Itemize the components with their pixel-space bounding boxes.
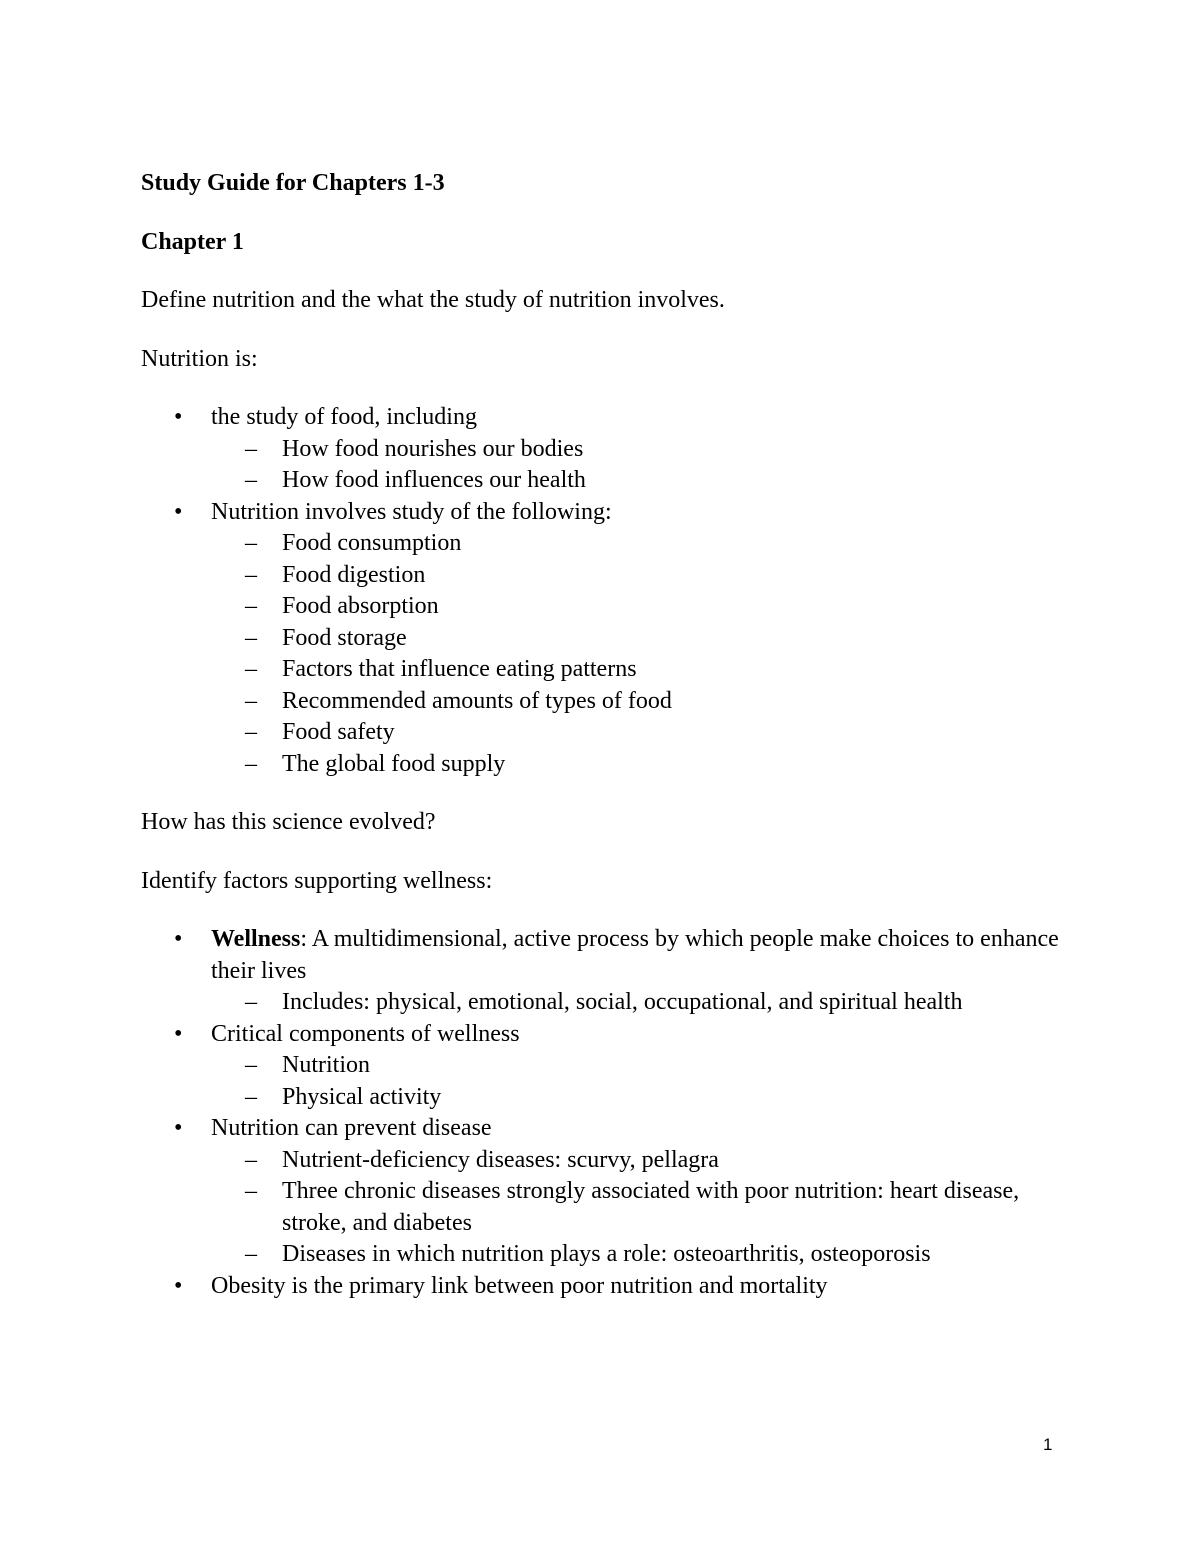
dash-marker: –: [245, 687, 257, 714]
list-item-text: : A multidimensional, active process by which people make choices to enhance their lives: [211, 926, 1059, 984]
sub-list-item: [141, 560, 1071, 592]
sub-list-item-text: Diseases in which nutrition plays a role: osteoarthritis, osteoporosis: [282, 1241, 931, 1267]
sub-list-item: [141, 1082, 1071, 1114]
page-content: [141, 168, 1071, 1302]
bullet-marker: •: [174, 404, 183, 430]
dash-marker: –: [245, 1146, 257, 1173]
spacer: [141, 780, 1071, 807]
dash-marker: –: [245, 435, 257, 462]
sub-list-item: [141, 987, 1071, 1019]
sub-list-item: [141, 434, 1071, 466]
dash-marker: –: [245, 624, 257, 651]
chapter-heading: Chapter 1: [141, 228, 244, 255]
nutrition-list: [141, 402, 1071, 780]
sub-list-item: [141, 686, 1071, 718]
question-wellness: Identify factors supporting wellness:: [141, 867, 493, 894]
question-define-nutrition: Define nutrition and the what the study of nutrition involves.: [141, 287, 725, 313]
wellness-term: Wellness: [211, 926, 301, 952]
sub-list-item-text: Food consumption: [282, 530, 462, 556]
dash-marker: –: [245, 1241, 257, 1267]
wellness-list: [141, 924, 1071, 1302]
list-item-text: Nutrition can prevent disease: [211, 1115, 492, 1141]
sub-list-item: [141, 528, 1071, 560]
sub-list-item: [141, 1239, 1071, 1271]
sub-list-item: [141, 749, 1071, 781]
sub-list-item: [141, 1176, 1071, 1239]
nutrition-is-label: Nutrition is:: [141, 345, 258, 372]
list-item: [141, 1019, 1071, 1051]
spacer: [141, 200, 1071, 227]
dash-marker: –: [245, 750, 257, 777]
sub-list-item-text: How food nourishes our bodies: [282, 435, 584, 462]
list-item-text: Critical components of wellness: [211, 1020, 520, 1047]
sub-list-item: [141, 654, 1071, 686]
sub-list-item-text: Three chronic diseases strongly associated with poor nutrition: heart disease, stroke, and diabetes: [282, 1178, 1020, 1236]
spacer: [141, 258, 1071, 285]
bullet-marker: •: [174, 498, 183, 525]
list-item: [141, 497, 1071, 529]
dash-marker: –: [245, 1052, 257, 1078]
spacer: [141, 375, 1071, 402]
dash-marker: –: [245, 467, 257, 493]
document-title: Study Guide for Chapters 1-3: [141, 170, 445, 196]
sub-list-item: [141, 623, 1071, 655]
spacer: [141, 839, 1071, 866]
sub-list-item-text: Food safety: [282, 719, 395, 745]
spacer: [141, 897, 1071, 924]
bullet-marker: •: [174, 1272, 183, 1299]
sub-list-item-text: Food storage: [282, 624, 407, 651]
page-number: 1: [1043, 1435, 1053, 1454]
dash-marker: –: [245, 989, 257, 1015]
bullet-marker: •: [174, 926, 183, 952]
dash-marker: –: [245, 656, 257, 682]
sub-list-item: [141, 1145, 1071, 1177]
list-item-text: Nutrition involves study of the following:: [211, 498, 612, 525]
list-item-text: the study of food, including: [211, 404, 477, 430]
sub-list-item: [141, 1050, 1071, 1082]
sub-list-item-text: Nutrient-deficiency diseases: scurvy, pellagra: [282, 1146, 719, 1173]
bullet-marker: •: [174, 1115, 183, 1141]
sub-list-item-text: Factors that influence eating patterns: [282, 656, 637, 682]
sub-list-item: [141, 465, 1071, 497]
dash-marker: –: [245, 593, 257, 619]
dash-marker: –: [245, 719, 257, 745]
question-evolved: How has this science evolved?: [141, 809, 436, 835]
dash-marker: –: [245, 1083, 257, 1110]
sub-list-item-text: Food digestion: [282, 561, 426, 588]
spacer: [141, 317, 1071, 344]
list-item: [141, 1271, 1071, 1303]
sub-list-item-text: Nutrition: [282, 1052, 370, 1078]
list-item: [141, 1113, 1071, 1145]
dash-marker: –: [245, 561, 257, 588]
sub-list-item: [141, 717, 1071, 749]
sub-list-item-text: The global food supply: [282, 750, 506, 777]
sub-list-item-text: Includes: physical, emotional, social, occupational, and spiritual health: [282, 989, 963, 1015]
bullet-marker: •: [174, 1020, 183, 1047]
list-item-text: Obesity is the primary link between poor nutrition and mortality: [211, 1272, 828, 1299]
sub-list-item-text: Physical activity: [282, 1083, 442, 1110]
sub-list-item-text: Food absorption: [282, 593, 439, 619]
sub-list-item-text: How food influences our health: [282, 467, 586, 493]
dash-marker: –: [245, 530, 257, 556]
dash-marker: –: [245, 1178, 257, 1204]
list-item: [141, 924, 1071, 987]
sub-list-item: [141, 591, 1071, 623]
sub-list-item-text: Recommended amounts of types of food: [282, 687, 672, 714]
list-item: [141, 402, 1071, 434]
